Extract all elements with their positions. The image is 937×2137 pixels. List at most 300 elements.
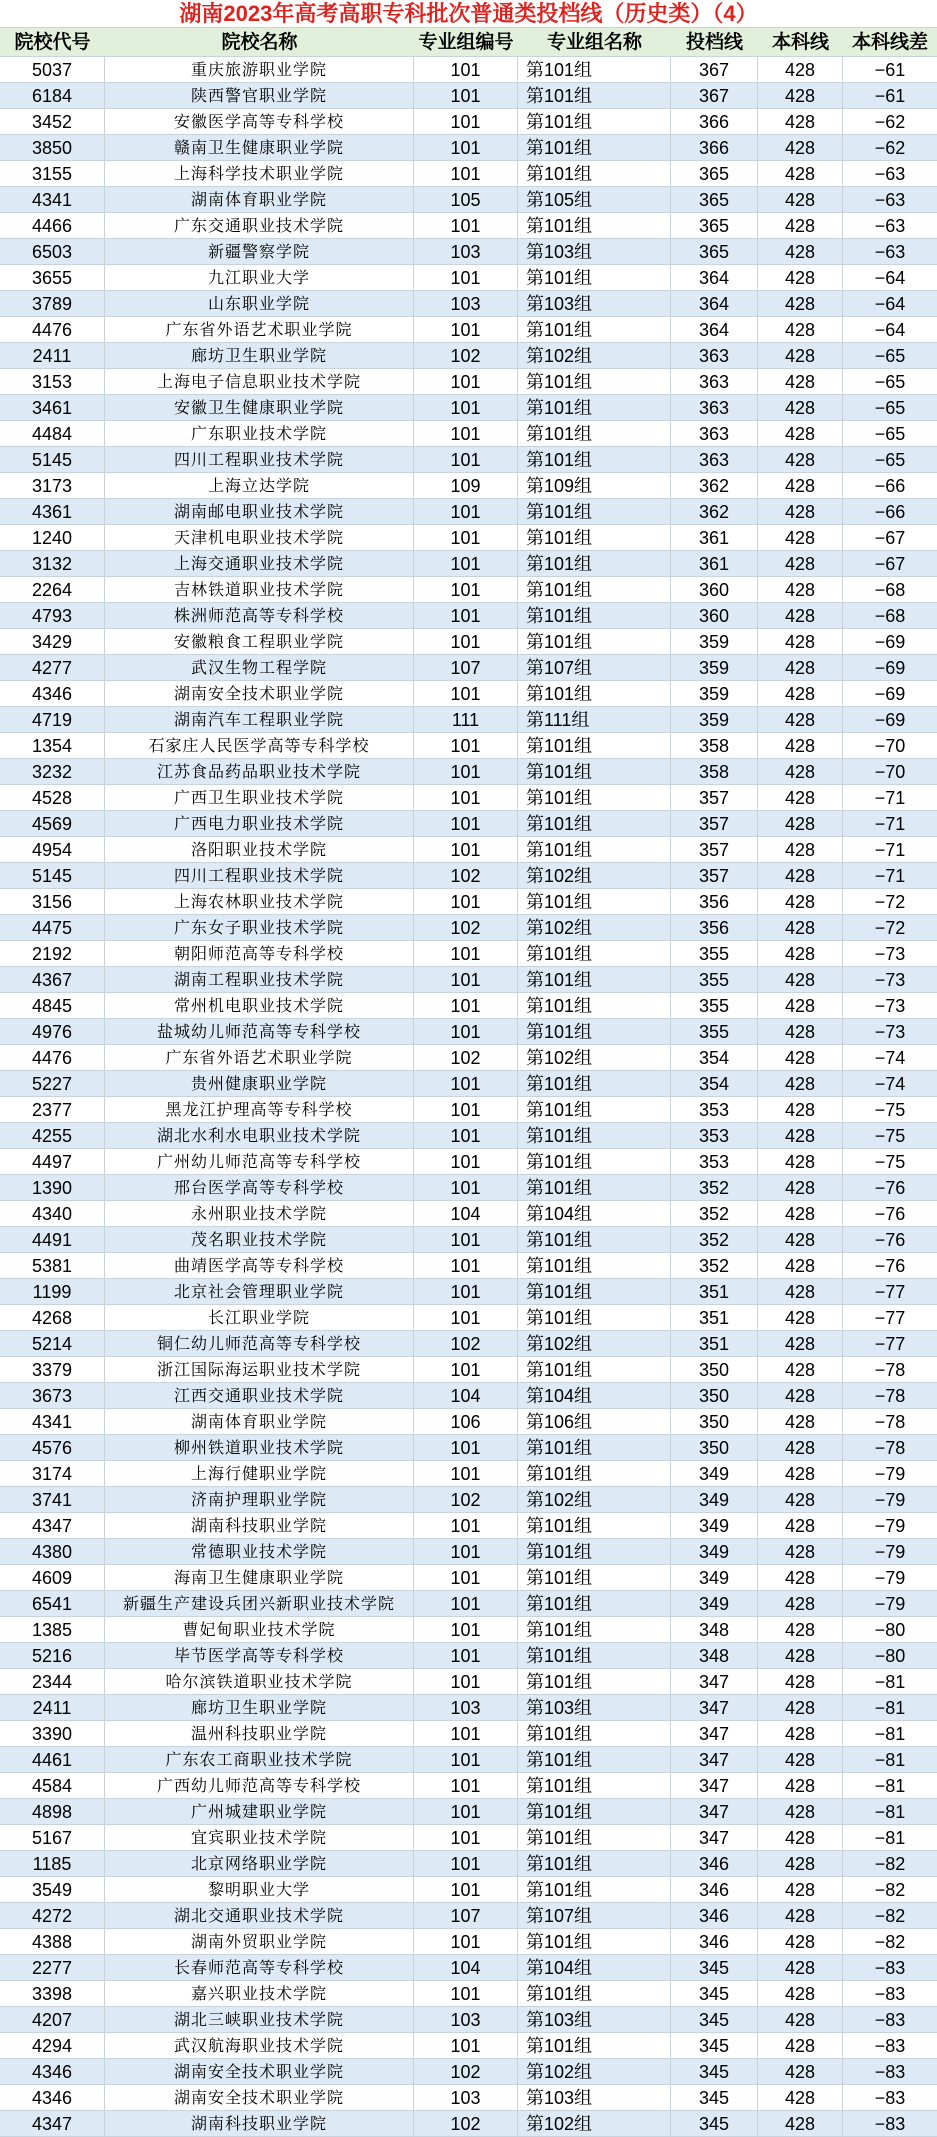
cell-admission-score: 351 <box>671 1305 758 1330</box>
cell-school-code: 4380 <box>0 1539 105 1564</box>
cell-line-difference: −69 <box>874 710 906 730</box>
cell-school-name: 北京网络职业学院 <box>105 1851 414 1876</box>
cell-admission-score: 356 <box>671 889 758 914</box>
cell-school-name: 安徽医学高等专科学校 <box>105 109 414 134</box>
header-admission-score: 投档线 <box>685 32 743 53</box>
cell-group-code: 101 <box>414 785 518 810</box>
cell-admission-score: 353 <box>671 1123 758 1148</box>
cell-line-difference: −71 <box>874 814 906 834</box>
cell-school-code: 3549 <box>0 1877 105 1902</box>
cell-admission-score: 348 <box>671 1643 758 1668</box>
cell-school-code: 4367 <box>0 967 105 992</box>
cell-line-difference: −64 <box>874 320 906 340</box>
cell-group-name: 第101组 <box>518 1591 671 1616</box>
cell-line-difference: −64 <box>874 294 906 314</box>
cell-group-code: 104 <box>414 1955 518 1980</box>
cell-group-code: 101 <box>414 1279 518 1304</box>
cell-school-name: 新疆警察学院 <box>105 239 414 264</box>
table-row <box>0 1539 937 1565</box>
cell-admission-score: 363 <box>671 369 758 394</box>
cell-line-difference: −78 <box>874 1360 906 1380</box>
cell-school-name: 长江职业学院 <box>105 1305 414 1330</box>
table-row <box>0 525 937 551</box>
cell-group-code: 106 <box>414 1409 518 1434</box>
cell-group-code: 101 <box>414 1539 518 1564</box>
cell-undergrad-line: 428 <box>758 1097 843 1122</box>
table-row <box>0 395 937 421</box>
cell-group-name: 第101组 <box>518 369 671 394</box>
cell-group-code: 101 <box>414 1747 518 1772</box>
cell-line-difference: −79 <box>874 1568 906 1588</box>
cell-school-name: 曹妃甸职业技术学院 <box>105 1617 414 1642</box>
cell-school-name: 上海立达学院 <box>105 473 414 498</box>
cell-school-code: 4476 <box>0 1045 105 1070</box>
cell-group-code: 101 <box>414 1721 518 1746</box>
cell-school-name: 重庆旅游职业学院 <box>105 57 414 82</box>
cell-undergrad-line: 428 <box>758 1565 843 1590</box>
cell-undergrad-line: 428 <box>758 343 843 368</box>
cell-group-code: 101 <box>414 811 518 836</box>
table-row <box>0 1331 937 1357</box>
cell-school-code: 1199 <box>0 1279 105 1304</box>
cell-school-code: 5145 <box>0 447 105 472</box>
cell-undergrad-line: 428 <box>758 1149 843 1174</box>
cell-admission-score: 365 <box>671 161 758 186</box>
table-row <box>0 707 937 733</box>
cell-admission-score: 360 <box>671 577 758 602</box>
cell-school-name: 湖南邮电职业技术学院 <box>105 499 414 524</box>
cell-group-name: 第101组 <box>518 499 671 524</box>
cell-line-difference: −65 <box>874 450 906 470</box>
cell-group-name: 第101组 <box>518 967 671 992</box>
cell-school-code: 3132 <box>0 551 105 576</box>
cell-group-code: 101 <box>414 1669 518 1694</box>
cell-school-name: 湖南安全技术职业学院 <box>105 2085 414 2110</box>
cell-undergrad-line: 428 <box>758 291 843 316</box>
table-row <box>0 1877 937 1903</box>
table-row <box>0 317 937 343</box>
cell-line-difference: −74 <box>874 1048 906 1068</box>
cell-line-difference: −82 <box>874 1880 906 1900</box>
cell-school-name: 江苏食品药品职业技术学院 <box>105 759 414 784</box>
table-row <box>0 785 937 811</box>
cell-school-code: 4341 <box>0 187 105 212</box>
cell-undergrad-line: 428 <box>758 239 843 264</box>
table-row <box>0 2059 937 2085</box>
cell-undergrad-line: 428 <box>758 1539 843 1564</box>
cell-group-code: 101 <box>414 1227 518 1252</box>
cell-line-difference: −65 <box>874 424 906 444</box>
cell-line-difference: −71 <box>874 840 906 860</box>
cell-school-name: 洛阳职业技术学院 <box>105 837 414 862</box>
cell-line-difference: −63 <box>874 242 906 262</box>
table-row <box>0 1981 937 2007</box>
cell-admission-score: 354 <box>671 1045 758 1070</box>
cell-admission-score: 361 <box>671 525 758 550</box>
cell-line-difference: −78 <box>874 1412 906 1432</box>
cell-line-difference: −83 <box>874 2088 906 2108</box>
cell-group-code: 101 <box>414 889 518 914</box>
table-row <box>0 1903 937 1929</box>
cell-school-name: 武汉生物工程学院 <box>105 655 414 680</box>
cell-school-name: 新疆生产建设兵团兴新职业技术学院 <box>105 1591 414 1616</box>
cell-group-name: 第101组 <box>518 759 671 784</box>
cell-group-name: 第103组 <box>518 239 671 264</box>
cell-admission-score: 349 <box>671 1487 758 1512</box>
cell-admission-score: 345 <box>671 2111 758 2136</box>
cell-school-code: 6184 <box>0 83 105 108</box>
cell-group-code: 101 <box>414 109 518 134</box>
cell-group-name: 第107组 <box>518 1903 671 1928</box>
cell-group-name: 第101组 <box>518 421 671 446</box>
cell-undergrad-line: 428 <box>758 135 843 160</box>
cell-admission-score: 364 <box>671 291 758 316</box>
table-row <box>0 1201 937 1227</box>
cell-undergrad-line: 428 <box>758 837 843 862</box>
cell-group-code: 101 <box>414 447 518 472</box>
table-row <box>0 1591 937 1617</box>
cell-line-difference: −65 <box>874 398 906 418</box>
cell-admission-score: 367 <box>671 83 758 108</box>
cell-line-difference: −72 <box>874 918 906 938</box>
cell-group-code: 101 <box>414 1591 518 1616</box>
cell-undergrad-line: 428 <box>758 655 843 680</box>
cell-school-code: 1354 <box>0 733 105 758</box>
cell-group-name: 第106组 <box>518 1409 671 1434</box>
cell-line-difference: −83 <box>874 1984 906 2004</box>
cell-group-name: 第102组 <box>518 343 671 368</box>
cell-admission-score: 365 <box>671 239 758 264</box>
cell-line-difference: −64 <box>874 268 906 288</box>
cell-line-difference: −70 <box>874 736 906 756</box>
cell-group-name: 第103组 <box>518 2085 671 2110</box>
cell-line-difference: −61 <box>874 86 906 106</box>
cell-group-code: 101 <box>414 1825 518 1850</box>
cell-group-name: 第101组 <box>518 1773 671 1798</box>
cell-school-code: 6503 <box>0 239 105 264</box>
cell-undergrad-line: 428 <box>758 993 843 1018</box>
table-row <box>0 239 937 265</box>
cell-group-code: 101 <box>414 967 518 992</box>
cell-group-name: 第102组 <box>518 1045 671 1070</box>
cell-admission-score: 351 <box>671 1279 758 1304</box>
cell-school-code: 4294 <box>0 2033 105 2058</box>
header-group-code: 专业组编号 <box>418 32 514 53</box>
cell-group-code: 104 <box>414 1383 518 1408</box>
table-row <box>0 629 937 655</box>
cell-school-code: 4609 <box>0 1565 105 1590</box>
cell-group-name: 第101组 <box>518 785 671 810</box>
table-row <box>0 421 937 447</box>
cell-group-code: 101 <box>414 629 518 654</box>
table-row <box>0 967 937 993</box>
cell-school-code: 4954 <box>0 837 105 862</box>
table-row <box>0 603 937 629</box>
page-title: 湖南2023年高考高职专科批次普通类投档线（历史类）（4） <box>0 0 937 28</box>
cell-school-name: 湖南体育职业学院 <box>105 1409 414 1434</box>
cell-school-code: 3655 <box>0 265 105 290</box>
cell-group-name: 第101组 <box>518 1799 671 1824</box>
cell-admission-score: 346 <box>671 1877 758 1902</box>
cell-line-difference: −81 <box>874 1828 906 1848</box>
table-row <box>0 733 937 759</box>
cell-undergrad-line: 428 <box>758 1227 843 1252</box>
cell-school-code: 4340 <box>0 1201 105 1226</box>
cell-undergrad-line: 428 <box>758 1357 843 1382</box>
cell-line-difference: −66 <box>874 502 906 522</box>
cell-undergrad-line: 428 <box>758 213 843 238</box>
cell-undergrad-line: 428 <box>758 187 843 212</box>
cell-group-name: 第101组 <box>518 1539 671 1564</box>
cell-group-name: 第109组 <box>518 473 671 498</box>
cell-school-code: 3398 <box>0 1981 105 2006</box>
cell-school-name: 广西电力职业技术学院 <box>105 811 414 836</box>
cell-line-difference: −79 <box>874 1490 906 1510</box>
cell-group-name: 第101组 <box>518 213 671 238</box>
cell-group-code: 101 <box>414 733 518 758</box>
table-row <box>0 1825 937 1851</box>
cell-undergrad-line: 428 <box>758 1825 843 1850</box>
cell-group-code: 101 <box>414 1071 518 1096</box>
table-row <box>0 1487 937 1513</box>
table-row <box>0 1279 937 1305</box>
cell-line-difference: −67 <box>874 554 906 574</box>
cell-group-name: 第101组 <box>518 109 671 134</box>
cell-school-name: 广东省外语艺术职业学院 <box>105 317 414 342</box>
cell-undergrad-line: 428 <box>758 1617 843 1642</box>
table-row <box>0 1383 937 1409</box>
cell-admission-score: 350 <box>671 1383 758 1408</box>
cell-school-name: 湖南安全技术职业学院 <box>105 681 414 706</box>
cell-undergrad-line: 428 <box>758 1409 843 1434</box>
cell-line-difference: −78 <box>874 1386 906 1406</box>
cell-undergrad-line: 428 <box>758 317 843 342</box>
cell-group-code: 107 <box>414 1903 518 1928</box>
cell-group-name: 第101组 <box>518 1929 671 1954</box>
cell-line-difference: −82 <box>874 1854 906 1874</box>
cell-admission-score: 358 <box>671 759 758 784</box>
cell-admission-score: 367 <box>671 57 758 82</box>
table-row <box>0 993 937 1019</box>
cell-school-code: 4207 <box>0 2007 105 2032</box>
table-row <box>0 1513 937 1539</box>
cell-group-code: 101 <box>414 1617 518 1642</box>
cell-school-name: 上海电子信息职业技术学院 <box>105 369 414 394</box>
cell-line-difference: −81 <box>874 1672 906 1692</box>
cell-group-name: 第101组 <box>518 1565 671 1590</box>
cell-group-code: 101 <box>414 1565 518 1590</box>
cell-admission-score: 354 <box>671 1071 758 1096</box>
cell-admission-score: 366 <box>671 135 758 160</box>
cell-school-code: 2377 <box>0 1097 105 1122</box>
cell-school-name: 上海交通职业技术学院 <box>105 551 414 576</box>
table-row <box>0 915 937 941</box>
cell-school-name: 湖南工程职业技术学院 <box>105 967 414 992</box>
cell-admission-score: 365 <box>671 187 758 212</box>
cell-group-name: 第107组 <box>518 655 671 680</box>
cell-school-name: 广东女子职业技术学院 <box>105 915 414 940</box>
cell-undergrad-line: 428 <box>758 1929 843 1954</box>
cell-group-name: 第101组 <box>518 837 671 862</box>
cell-undergrad-line: 428 <box>758 1383 843 1408</box>
cell-undergrad-line: 428 <box>758 603 843 628</box>
table-row <box>0 1643 937 1669</box>
cell-undergrad-line: 428 <box>758 629 843 654</box>
cell-admission-score: 362 <box>671 499 758 524</box>
cell-undergrad-line: 428 <box>758 1279 843 1304</box>
cell-school-code: 4476 <box>0 317 105 342</box>
cell-admission-score: 347 <box>671 1773 758 1798</box>
cell-group-code: 101 <box>414 1799 518 1824</box>
cell-undergrad-line: 428 <box>758 577 843 602</box>
cell-admission-score: 357 <box>671 785 758 810</box>
cell-undergrad-line: 428 <box>758 1461 843 1486</box>
table-row <box>0 499 937 525</box>
cell-line-difference: −80 <box>874 1620 906 1640</box>
cell-group-code: 101 <box>414 759 518 784</box>
cell-undergrad-line: 428 <box>758 1669 843 1694</box>
cell-group-name: 第104组 <box>518 1383 671 1408</box>
cell-group-name: 第102组 <box>518 2111 671 2136</box>
table-row <box>0 1929 937 1955</box>
cell-school-code: 3379 <box>0 1357 105 1382</box>
cell-group-code: 102 <box>414 863 518 888</box>
cell-admission-score: 357 <box>671 837 758 862</box>
cell-group-code: 102 <box>414 2111 518 2136</box>
cell-admission-score: 349 <box>671 1591 758 1616</box>
cell-group-name: 第101组 <box>518 1279 671 1304</box>
cell-school-name: 吉林铁道职业技术学院 <box>105 577 414 602</box>
cell-group-name: 第102组 <box>518 1487 671 1512</box>
cell-school-name: 邢台医学高等专科学校 <box>105 1175 414 1200</box>
cell-group-name: 第101组 <box>518 265 671 290</box>
cell-school-name: 四川工程职业技术学院 <box>105 863 414 888</box>
cell-school-code: 3452 <box>0 109 105 134</box>
cell-group-code: 101 <box>414 525 518 550</box>
cell-line-difference: −79 <box>874 1594 906 1614</box>
cell-undergrad-line: 428 <box>758 551 843 576</box>
cell-group-name: 第101组 <box>518 1461 671 1486</box>
cell-group-name: 第101组 <box>518 1305 671 1330</box>
cell-school-code: 4898 <box>0 1799 105 1824</box>
cell-line-difference: −73 <box>874 1022 906 1042</box>
cell-line-difference: −75 <box>874 1100 906 1120</box>
cell-group-code: 101 <box>414 837 518 862</box>
cell-group-name: 第101组 <box>518 629 671 654</box>
cell-school-code: 2264 <box>0 577 105 602</box>
cell-admission-score: 361 <box>671 551 758 576</box>
cell-admission-score: 348 <box>671 1617 758 1642</box>
cell-school-code: 4845 <box>0 993 105 1018</box>
cell-admission-score: 363 <box>671 395 758 420</box>
cell-line-difference: −76 <box>874 1178 906 1198</box>
cell-undergrad-line: 428 <box>758 265 843 290</box>
cell-group-code: 101 <box>414 1019 518 1044</box>
cell-admission-score: 359 <box>671 655 758 680</box>
cell-group-name: 第101组 <box>518 577 671 602</box>
cell-line-difference: −62 <box>874 138 906 158</box>
cell-group-code: 101 <box>414 1773 518 1798</box>
cell-group-code: 101 <box>414 1929 518 1954</box>
cell-admission-score: 357 <box>671 863 758 888</box>
cell-admission-score: 359 <box>671 681 758 706</box>
cell-group-code: 107 <box>414 655 518 680</box>
cell-school-name: 株洲师范高等专科学校 <box>105 603 414 628</box>
cell-admission-score: 363 <box>671 343 758 368</box>
cell-school-code: 4346 <box>0 681 105 706</box>
cell-school-name: 广东省外语艺术职业学院 <box>105 1045 414 1070</box>
cell-group-name: 第101组 <box>518 57 671 82</box>
cell-undergrad-line: 428 <box>758 759 843 784</box>
cell-group-code: 101 <box>414 1981 518 2006</box>
cell-admission-score: 352 <box>671 1227 758 1252</box>
cell-admission-score: 352 <box>671 1253 758 1278</box>
cell-line-difference: −76 <box>874 1230 906 1250</box>
cell-school-name: 广东职业技术学院 <box>105 421 414 446</box>
cell-line-difference: −68 <box>874 606 906 626</box>
cell-undergrad-line: 428 <box>758 161 843 186</box>
table-row <box>0 1409 937 1435</box>
table-row <box>0 1773 937 1799</box>
cell-school-code: 4272 <box>0 1903 105 1928</box>
cell-admission-score: 349 <box>671 1513 758 1538</box>
cell-group-code: 103 <box>414 2085 518 2110</box>
cell-group-code: 101 <box>414 1877 518 1902</box>
table-row <box>0 863 937 889</box>
cell-line-difference: −81 <box>874 1750 906 1770</box>
cell-group-name: 第101组 <box>518 525 671 550</box>
cell-undergrad-line: 428 <box>758 395 843 420</box>
cell-school-name: 曲靖医学高等专科学校 <box>105 1253 414 1278</box>
cell-undergrad-line: 428 <box>758 1903 843 1928</box>
cell-school-name: 广州幼儿师范高等专科学校 <box>105 1149 414 1174</box>
cell-school-name: 宜宾职业技术学院 <box>105 1825 414 1850</box>
header-group-name: 专业组名称 <box>546 32 642 53</box>
cell-group-name: 第101组 <box>518 1123 671 1148</box>
cell-group-name: 第101组 <box>518 1071 671 1096</box>
cell-group-code: 101 <box>414 213 518 238</box>
cell-school-code: 5167 <box>0 1825 105 1850</box>
cell-group-name: 第101组 <box>518 2033 671 2058</box>
cell-group-code: 101 <box>414 551 518 576</box>
table-row <box>0 291 937 317</box>
table-row <box>0 1071 937 1097</box>
cell-line-difference: −71 <box>874 788 906 808</box>
cell-admission-score: 362 <box>671 473 758 498</box>
cell-school-code: 5216 <box>0 1643 105 1668</box>
cell-admission-score: 359 <box>671 629 758 654</box>
cell-admission-score: 347 <box>671 1825 758 1850</box>
cell-school-name: 天津机电职业技术学院 <box>105 525 414 550</box>
cell-school-name: 赣南卫生健康职业学院 <box>105 135 414 160</box>
cell-undergrad-line: 428 <box>758 57 843 82</box>
cell-school-name: 温州科技职业学院 <box>105 1721 414 1746</box>
cell-school-name: 嘉兴职业技术学院 <box>105 1981 414 2006</box>
cell-admission-score: 360 <box>671 603 758 628</box>
cell-school-code: 4341 <box>0 1409 105 1434</box>
cell-admission-score: 355 <box>671 1019 758 1044</box>
cell-group-name: 第101组 <box>518 1175 671 1200</box>
cell-line-difference: −83 <box>874 2114 906 2134</box>
cell-school-name: 湖北水利水电职业技术学院 <box>105 1123 414 1148</box>
cell-group-code: 101 <box>414 83 518 108</box>
cell-school-name: 黑龙江护理高等专科学校 <box>105 1097 414 1122</box>
cell-undergrad-line: 428 <box>758 421 843 446</box>
cell-line-difference: −73 <box>874 944 906 964</box>
cell-group-name: 第101组 <box>518 1617 671 1642</box>
cell-line-difference: −78 <box>874 1438 906 1458</box>
cell-group-name: 第105组 <box>518 187 671 212</box>
